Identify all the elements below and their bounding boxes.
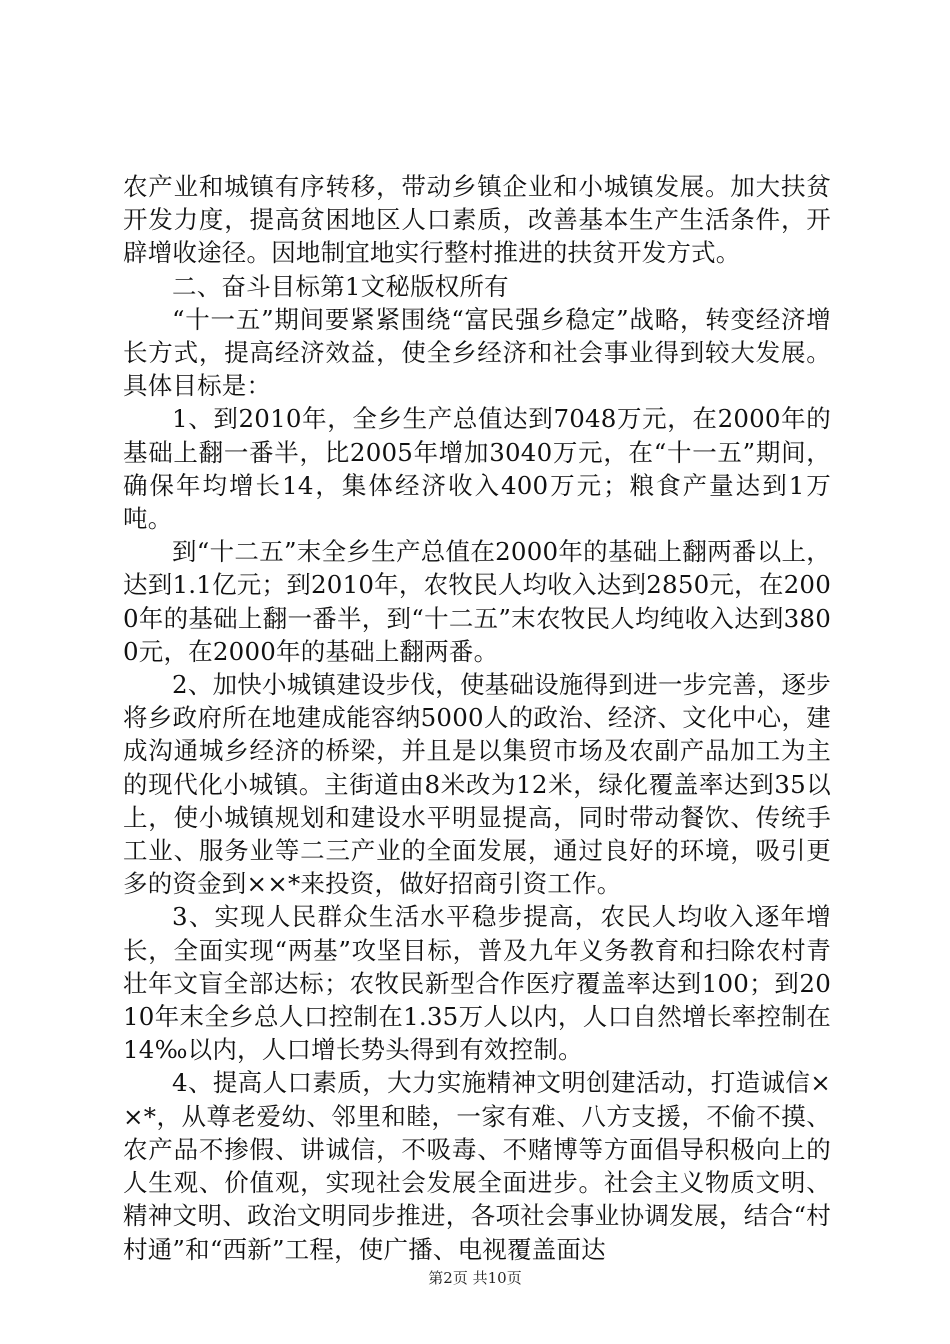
document-body bbox=[123, 170, 831, 1266]
paragraph-goal-1-extended: 到“十二五”末全乡生产总值在2000年的基础上翻两番以上，达到1.1亿元；到2010年，农牧民人均收入达到2850元，在2000年的基础上翻一番半，到“十二五”末农牧民人均纯收入达到3800元，在2000年的基础上翻两番。 bbox=[123, 537, 831, 666]
page-number-footer: 第2页 共10页 bbox=[428, 1269, 522, 1287]
paragraph-goal-3: 3、实现人民群众生活水平稳步提高，农民人均收入逐年增长，全面实现“两基”攻坚目标，普及九年义务教育和扫除农村青壮年文盲全部达标；农牧民新型合作医疗覆盖率达到100；到2010年末全乡总人口控制在1.35万人以内，人口自然增长率控制在14‰以内，人口增长势头得到有效控制。 bbox=[123, 902, 831, 1065]
paragraph-intro: “十一五”期间要紧紧围绕“富民强乡稳定”战略，转变经济增长方式，提高经济效益，使全乡经济和社会事业得到较大发展。具体目标是： bbox=[123, 304, 831, 401]
paragraph-goal-2: 2、加快小城镇建设步伐，使基础设施得到进一步完善，逐步将乡政府所在地建成能容纳5000人的政治、经济、文化中心，建成沟通城乡经济的桥梁，并且是以集贸市场及农副产品加工为主的现代化小城镇。主街道由8米改为12米，绿化覆盖率达到35以上，使小城镇规划和建设水平明显提高，同时带动餐饮、传统手工业、服务业等二三产业的全面发展，通过良好的环境，吸引更多的资金到××*来投资，做好招商引资工作。 bbox=[123, 670, 831, 899]
paragraph-continuation: 农产业和城镇有序转移，带动乡镇企业和小城镇发展。加大扶贫开发力度，提高贫困地区人口素质，改善基本生产生活条件，开辟增收途径。因地制宜地实行整村推进的扶贫开发方式。 bbox=[123, 172, 831, 268]
paragraph-goal-4: 4、提高人口素质，大力实施精神文明创建活动，打造诚信××*，从尊老爱幼、邻里和睦，一家有难、八方支援，不偷不摸、农产品不掺假、讲诚信，不吸毒、不赌博等方面倡导积极向上的人生观、价值观，实现社会发展全面进步。社会主义物质文明、精神文明、政治文明同步推进，各项社会事业协调发展，结合“村村通”和“西新”工程，使广播、电视覆盖面达 bbox=[123, 1068, 831, 1264]
paragraph-goal-1: 1、到2010年，全乡生产总值达到7048万元，在2000年的基础上翻一番半，比2005年增加3040万元，在“十一五”期间，确保年均增长14，集体经济收入400万元；粮食产量达到1万吨。 bbox=[123, 404, 831, 534]
section-heading: 二、奋斗目标第1文秘版权所有 bbox=[172, 271, 509, 301]
